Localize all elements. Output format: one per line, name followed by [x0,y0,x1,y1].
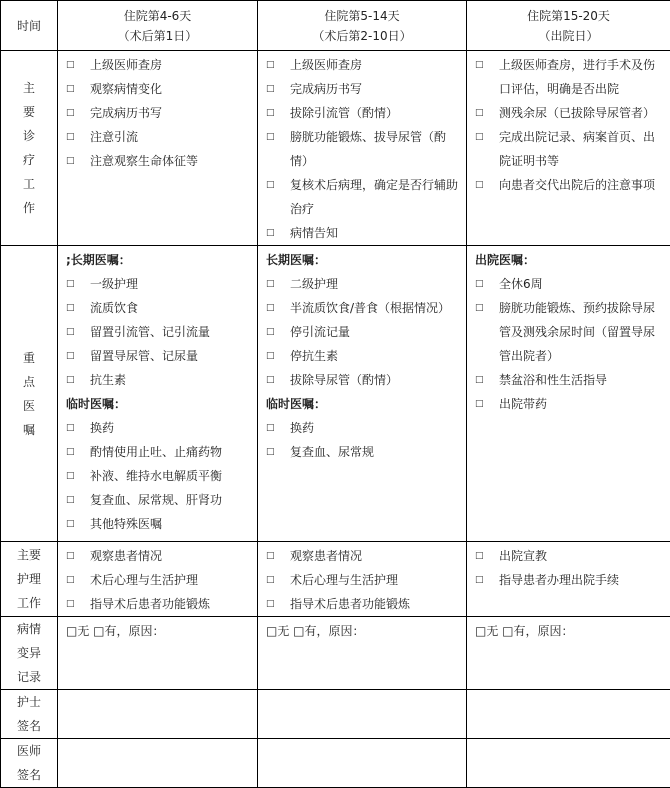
list-item-text: 复查血、尿常规 [290,440,458,464]
list-item-text: 酌情使用止吐、止痛药物 [90,440,249,464]
checkbox-icon[interactable]: □ [66,296,90,320]
list-item-text: 复核术后病理，确定是否行辅助治疗 [290,173,458,221]
variance-cell [258,617,467,690]
variance-text: □无 □有，原因： [58,617,257,645]
list-item-text: 完成病历书写 [290,77,458,101]
checkbox-icon[interactable]: □ [66,272,90,296]
list-item-text: 术后心理与生活护理 [290,568,458,592]
list-item [266,592,458,616]
list-item [66,53,249,77]
variance-text: □无 □有，原因： [467,617,670,645]
list-item-text: 完成出院记录、病案首页、出院证明书等 [499,125,662,173]
header-day-5-14 [258,1,467,51]
list-item [66,440,249,464]
list-item-text: 二级护理 [290,272,458,296]
nurse-sign-cell[interactable] [258,690,467,739]
checkbox-icon[interactable]: □ [66,344,90,368]
list-item-text: 注意观察生命体征等 [90,149,249,173]
list-item [266,101,458,125]
list-item-text: 补液、维持水电解质平衡 [90,464,249,488]
list-item-text: 观察患者情况 [90,544,249,568]
checkbox-icon[interactable]: □ [66,77,90,101]
checkbox-icon[interactable]: □ [266,173,290,197]
checkbox-icon[interactable]: □ [66,101,90,125]
list-item [66,101,249,125]
order-section-heading: 临时医嘱： [266,392,458,416]
list-item [266,272,458,296]
checkbox-icon[interactable]: □ [266,101,290,125]
list-item-text: 全休6周 [499,272,662,296]
list-item-text: 注意引流 [90,125,249,149]
list-item-text: 病情告知 [290,221,458,245]
header-time-cell [1,1,58,51]
order-section-heading: 临时医嘱： [66,392,249,416]
order-section-heading: 出院医嘱： [475,248,662,272]
list-item-text: 禁盆浴和性生活指导 [499,368,662,392]
list-item-text: 换药 [290,416,458,440]
checkbox-icon[interactable]: □ [475,568,499,592]
checkbox-icon[interactable]: □ [475,53,499,77]
doctor-sign-cell[interactable] [258,739,467,788]
header-day-4-6 [58,1,258,51]
variance-row [1,617,670,690]
list-item [266,53,458,77]
list-item-text: 一级护理 [90,272,249,296]
checkbox-icon[interactable]: □ [66,464,90,488]
list-item-text: 上级医师查房，进行手术及伤口评估，明确是否出院 [499,53,662,101]
list-item [66,544,249,568]
list-item-text: 膀胱功能锻炼、预约拔除导尿管及测残余尿时间（留置导尿管出院者） [499,296,662,368]
list-item-text: 停抗生素 [290,344,458,368]
list-item [266,77,458,101]
checkbox-icon[interactable]: □ [266,320,290,344]
variance-label: 病情 变异 记录 [1,617,58,690]
list-item-text: 上级医师查房 [290,53,458,77]
list-item [475,173,662,197]
list-item-text: 拔除导尿管（酌情） [290,368,458,392]
checkbox-icon[interactable]: □ [266,53,290,77]
list-item [66,296,249,320]
list-item [266,296,458,320]
list-item-text: 拔除引流管（酌情） [290,101,458,125]
list-item-text: 抗生素 [90,368,249,392]
list-item [266,173,458,221]
checkbox-icon[interactable]: □ [475,173,499,197]
diagnosis-row [1,51,670,246]
order-section-heading: ;长期医嘱： [66,248,249,272]
list-item [266,344,458,368]
list-item [66,592,249,616]
orders-cell [258,246,467,542]
checkbox-icon[interactable]: □ [66,488,90,512]
checkbox-icon[interactable]: □ [266,592,290,616]
checkbox-icon[interactable]: □ [66,512,90,536]
list-item [266,320,458,344]
checkbox-icon[interactable]: □ [66,544,90,568]
list-item-text: 半流质饮食/普食（根据情况） [290,296,458,320]
list-item-text: 指导术后患者功能锻炼 [290,592,458,616]
list-item-text: 换药 [90,416,249,440]
checkbox-icon[interactable]: □ [266,368,290,392]
list-item [475,568,662,592]
list-item-text: 留置引流管、记引流量 [90,320,249,344]
diagnosis-cell [258,51,467,246]
checkbox-icon[interactable]: □ [66,320,90,344]
nursing-cell [467,542,670,617]
checkbox-icon[interactable]: □ [266,296,290,320]
list-item [475,101,662,125]
diagnosis-cell [467,51,670,246]
list-item [475,392,662,416]
list-item-text: 完成病历书写 [90,101,249,125]
header-title: 住院第4-6天 [58,6,257,26]
list-item-text: 膀胱功能锻炼、拔导尿管（酌情） [290,125,458,173]
list-item [266,221,458,245]
checkbox-icon[interactable]: □ [66,368,90,392]
nurse-sign-label: 护士 签名 [1,690,58,739]
nursing-cell [258,542,467,617]
variance-text: □无 □有，原因： [258,617,466,645]
diagnosis-label: 主 要 诊 疗 工 作 [1,51,58,246]
orders-label: 重 点 医 嘱 [1,246,58,542]
list-item [475,296,662,368]
checkbox-icon[interactable]: □ [66,53,90,77]
list-item-text: 停引流记量 [290,320,458,344]
header-time-label: 时间 [17,19,41,33]
checkbox-icon[interactable]: □ [475,392,499,416]
orders-row [1,246,670,542]
diagnosis-cell [58,51,258,246]
list-item [266,416,458,440]
order-section-heading: 长期医嘱： [266,248,458,272]
checkbox-icon[interactable]: □ [66,592,90,616]
checkbox-icon[interactable]: □ [66,568,90,592]
list-item [66,464,249,488]
doctor-sign-cell[interactable] [467,739,670,788]
checkbox-icon[interactable]: □ [66,416,90,440]
header-day-15-20 [467,1,670,51]
list-item [66,368,249,392]
checkbox-icon[interactable]: □ [475,125,499,149]
list-item [66,320,249,344]
list-item [475,53,662,101]
checkbox-icon[interactable]: □ [266,416,290,440]
variance-cell [58,617,258,690]
checkbox-icon[interactable]: □ [475,544,499,568]
list-item-text: 向患者交代出院后的注意事项 [499,173,662,197]
list-item [66,416,249,440]
orders-cell [58,246,258,542]
list-item-text: 留置导尿管、记尿量 [90,344,249,368]
nurse-sign-cell[interactable] [467,690,670,739]
checkbox-icon[interactable]: □ [475,272,499,296]
list-item [66,149,249,173]
nursing-cell [58,542,258,617]
variance-cell [467,617,670,690]
list-item-text: 测残余尿（已拔除导尿管者） [499,101,662,125]
list-item [475,125,662,173]
list-item [475,544,662,568]
list-item [266,544,458,568]
header-subtitle: （出院日） [467,26,670,46]
nursing-row [1,542,670,617]
doctor-sign-cell[interactable] [58,739,258,788]
list-item [66,125,249,149]
list-item-text: 观察患者情况 [290,544,458,568]
list-item-text: 出院宣教 [499,544,662,568]
list-item [66,344,249,368]
list-item-text: 其他特殊医嘱 [90,512,249,536]
header-row [1,1,670,51]
checkbox-icon[interactable]: □ [266,125,290,149]
doctor-sign-row [1,739,670,788]
header-subtitle: （术后第2-10日） [258,26,466,46]
checkbox-icon[interactable]: □ [266,77,290,101]
list-item-text: 复查血、尿常规、肝肾功 [90,488,249,512]
list-item [66,512,249,536]
checkbox-icon[interactable]: □ [266,568,290,592]
list-item [266,440,458,464]
list-item [66,77,249,101]
checkbox-icon[interactable]: □ [475,368,499,392]
nursing-label: 主要 护理 工作 [1,542,58,617]
checkbox-icon[interactable]: □ [266,544,290,568]
checkbox-icon[interactable]: □ [266,440,290,464]
list-item [66,272,249,296]
header-title: 住院第5-14天 [258,6,466,26]
nurse-sign-row [1,690,670,739]
checkbox-icon[interactable]: □ [66,125,90,149]
header-title: 住院第15-20天 [467,6,670,26]
list-item-text: 流质饮食 [90,296,249,320]
list-item-text: 指导患者办理出院手续 [499,568,662,592]
list-item-text: 术后心理与生活护理 [90,568,249,592]
checkbox-icon[interactable]: □ [475,296,499,320]
nurse-sign-cell[interactable] [58,690,258,739]
header-subtitle: （术后第1日） [58,26,257,46]
list-item-text: 上级医师查房 [90,53,249,77]
list-item [475,368,662,392]
checkbox-icon[interactable]: □ [266,272,290,296]
checkbox-icon[interactable]: □ [475,101,499,125]
checkbox-icon[interactable]: □ [266,221,290,245]
list-item-text: 观察病情变化 [90,77,249,101]
checkbox-icon[interactable]: □ [66,149,90,173]
doctor-sign-label: 医师 签名 [1,739,58,788]
list-item [266,368,458,392]
list-item [66,488,249,512]
list-item-text: 出院带药 [499,392,662,416]
checkbox-icon[interactable]: □ [266,344,290,368]
orders-cell [467,246,670,542]
list-item [266,568,458,592]
list-item [266,125,458,173]
list-item [66,568,249,592]
checkbox-icon[interactable]: □ [66,440,90,464]
list-item [475,272,662,296]
list-item-text: 指导术后患者功能锻炼 [90,592,249,616]
